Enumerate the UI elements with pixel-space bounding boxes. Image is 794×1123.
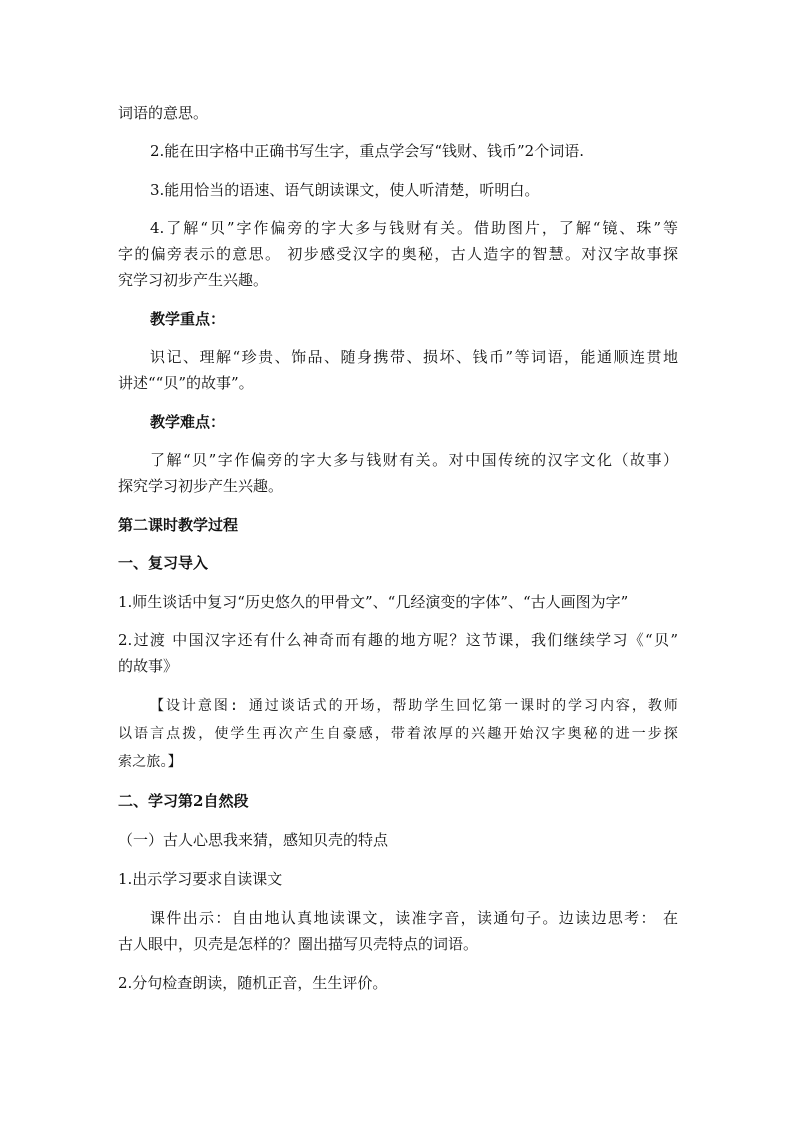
difficulties-heading: 教学难点： bbox=[150, 413, 226, 431]
transition-line-2: 的故事》 bbox=[118, 657, 179, 675]
key-points-line-1: 识记、理解“珍贵、饰品、随身携带、损坏、钱币”等词语，能通顺连贯地 bbox=[150, 348, 678, 366]
objective-3: 3.能用恰当的语速、语气朗读课文，使人听清楚，听明白。 bbox=[150, 181, 540, 199]
objective-4-line-3: 究学习初步产生兴趣。 bbox=[118, 271, 269, 289]
objective-4-line-2: 字的偏旁表示的意思。 初步感受汉字的奥秘，古人造字的智慧。对汉字故事探 bbox=[118, 245, 678, 263]
lesson-process-heading: 第二课时教学过程 bbox=[118, 516, 239, 534]
study-step-2: 2.分句检查朗读，随机正音，生生评价。 bbox=[118, 974, 388, 992]
study-step-1: 1.出示学习要求自读课文 bbox=[118, 870, 283, 888]
section-two-heading: 二、学习第2自然段 bbox=[118, 792, 249, 810]
transition-line-1: 2.过渡 中国汉字还有什么神奇而有趣的地方呢？这节课，我们继续学习《“贝” bbox=[118, 631, 678, 649]
difficulties-line-1: 了解“贝”字作偏旁的字大多与钱财有关。对中国传统的汉字文化（故事） bbox=[150, 451, 678, 469]
objective-1-continuation: 词语的意思。 bbox=[118, 104, 209, 122]
design-intent-line-1: 【设计意图: 通过谈话式的开场，帮助学生回忆第一课时的学习内容，教师 bbox=[150, 698, 678, 714]
subsection-one-heading: （一）古人心思我来猜，感知贝壳的特点 bbox=[118, 831, 389, 849]
courseware-line-2: 古人眼中，贝壳是怎样的？圈出描写贝壳特点的词语。 bbox=[118, 935, 479, 953]
key-points-line-2: 讲述““贝”的故事”。 bbox=[118, 374, 254, 392]
design-intent-line-2: 以语言点拨，使学生再次产生自豪感，带着浓厚的兴趣开始汉字奥秘的进一步探 bbox=[118, 726, 678, 742]
section-one-heading: 一、复习导入 bbox=[118, 554, 209, 572]
design-intent-line-3: 索之旅。】 bbox=[118, 754, 182, 770]
key-points-heading: 教学重点： bbox=[150, 310, 226, 328]
courseware-line-1: 课件出示：自由地认真地读课文，读准字音，读通句子。边读边思考： 在 bbox=[150, 909, 678, 927]
review-step-1: 1.师生谈话中复习“历史悠久的甲骨文”、“几经演变的字体”、“古人画图为字” bbox=[118, 593, 629, 611]
objective-2: 2.能在田字格中正确书写生字，重点学会写“钱财、钱币”2个词语. bbox=[150, 142, 584, 160]
difficulties-line-2: 探究学习初步产生兴趣。 bbox=[118, 477, 284, 495]
objective-4-line-1: 4.了解“贝”字作偏旁的字大多与钱财有关。借助图片，了解“镜、珠”等 bbox=[150, 219, 678, 237]
